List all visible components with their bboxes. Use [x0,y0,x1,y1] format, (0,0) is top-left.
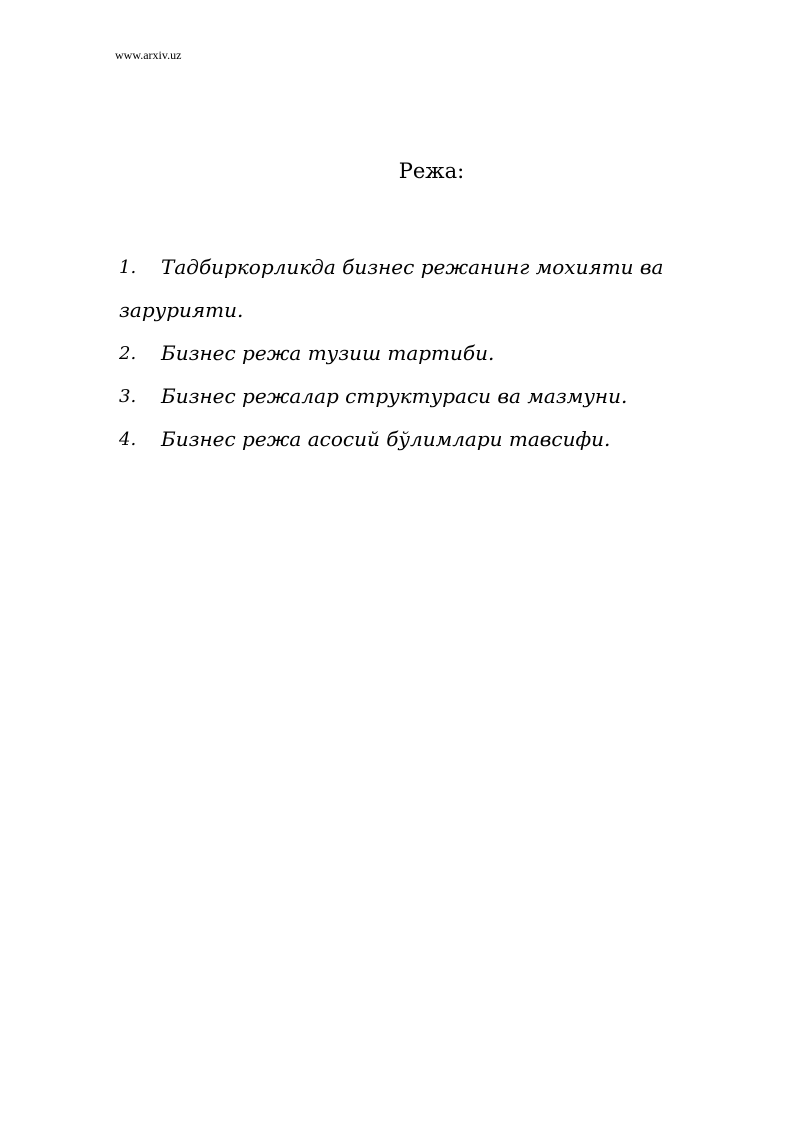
list-item [119,375,699,418]
list-item-text: Тадбиркорликда бизнес режанинг мохияти ва зарурияти. [119,255,664,322]
page-title: Режа: [398,159,465,183]
list-item-text: Бизнес режа асосий бўлимлари тавсифи. [161,427,611,451]
list-item-number: 4. [119,429,137,450]
header-url: www.arxiv.uz [115,48,182,62]
list-item [119,332,699,375]
list-item-number: 2. [119,343,137,364]
list-item-number: 1. [119,257,137,278]
list-item-number: 3. [119,386,137,407]
plan-list [119,246,699,461]
list-item-text: Бизнес режалар структураси ва мазмуни. [161,384,628,408]
list-item [119,246,699,332]
list-item [119,418,699,461]
list-item-text: Бизнес режа тузиш тартиби. [161,341,495,365]
